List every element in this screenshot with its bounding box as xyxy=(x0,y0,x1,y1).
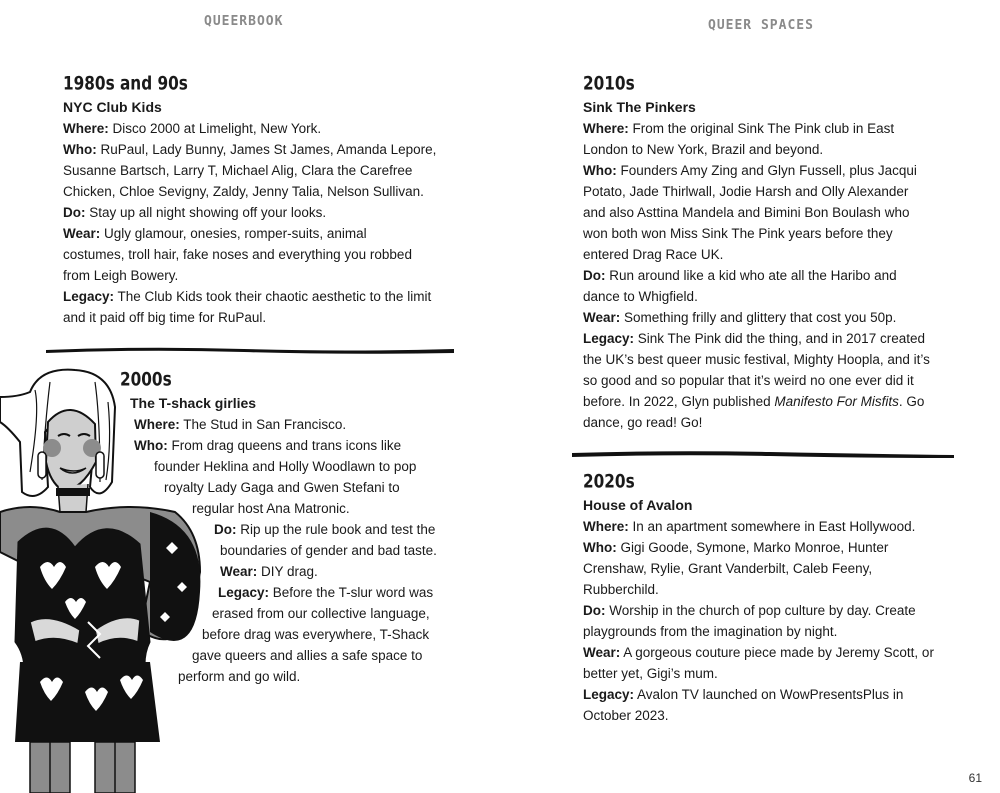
entry-text: . Go xyxy=(898,394,925,409)
entry-line xyxy=(583,621,963,642)
entry-lines xyxy=(120,414,450,687)
entry-line xyxy=(220,540,450,561)
entry-text: London to New York, Brazil and beyond. xyxy=(583,142,824,157)
entry-text: From drag queens and trans icons like xyxy=(167,438,402,453)
right-running-title: QUEER SPACES xyxy=(708,18,814,33)
entry-line xyxy=(583,391,963,412)
entry-label: Wear: xyxy=(220,564,258,579)
brush-stroke-divider xyxy=(44,342,456,358)
entry-line xyxy=(583,579,963,600)
entry-text: Susanne Bartsch, Larry T, Michael Alig, Clara the Carefree xyxy=(63,163,413,178)
entry-text: and also Asttina Mandela and Bimini Bon Boulash who xyxy=(583,205,910,220)
group-name: Sink The Pinkers xyxy=(583,99,696,115)
entry-text: Rip up the rule book and test the xyxy=(236,522,436,537)
entry-label: Do: xyxy=(583,268,606,283)
entry-lines xyxy=(63,118,463,328)
entry-label: Where: xyxy=(134,417,180,432)
entry-text: The Stud in San Francisco. xyxy=(179,417,347,432)
brush-stroke-divider xyxy=(570,446,956,462)
entry-line xyxy=(583,160,963,181)
book-title: Manifesto For Misfits xyxy=(774,394,899,409)
entry-line xyxy=(134,414,450,435)
entry-line xyxy=(164,477,450,498)
entry-line xyxy=(63,160,463,181)
entry-line xyxy=(583,663,963,684)
entry-label: Where: xyxy=(583,519,629,534)
entry-text: so good and so popular that it’s weird no one ever did it xyxy=(583,373,914,388)
entry-text: and it paid off big time for RuPaul. xyxy=(63,310,267,325)
group-name: The T-shack girlies xyxy=(130,395,257,411)
entry-text: entered Drag Race UK. xyxy=(583,247,724,262)
entry-label: Where: xyxy=(583,121,629,136)
entry-label: Wear: xyxy=(583,310,621,325)
entry-text: better yet, Gigi’s mum. xyxy=(583,666,718,681)
entry-text: Founders Amy Zing and Glyn Fussell, plus Jacqui xyxy=(616,163,917,178)
entry-line xyxy=(583,118,963,139)
entry-label: Who: xyxy=(583,540,617,555)
decade-heading: 2000s xyxy=(120,369,172,391)
decade-heading: 1980s and 90s xyxy=(63,73,188,95)
entry-line xyxy=(214,519,450,540)
entry-label: Who: xyxy=(63,142,97,157)
entry-label: Who: xyxy=(134,438,168,453)
entry-line xyxy=(202,624,450,645)
entry-label: Legacy: xyxy=(63,289,115,304)
left-running-title: QUEERBOOK xyxy=(204,14,284,29)
entry-line xyxy=(583,181,963,202)
group-name: House of Avalon xyxy=(583,497,693,513)
entry-line xyxy=(212,603,450,624)
entry-line xyxy=(220,561,450,582)
entry-text: Crenshaw, Rylie, Grant Vanderbilt, Caleb Feeny, xyxy=(583,561,873,576)
entry-line xyxy=(583,328,963,349)
entry-text: Something frilly and glittery that cost you 50p. xyxy=(620,310,897,325)
entry-line xyxy=(583,642,963,663)
entry-line xyxy=(583,537,963,558)
entry-text: won both won Miss Sink The Pink years before they xyxy=(583,226,893,241)
entry-line xyxy=(583,412,963,433)
page-number: 61 xyxy=(968,771,982,785)
entry-text: founder Heklina and Holly Woodlawn to pop xyxy=(154,459,417,474)
entry-label: Do: xyxy=(214,522,237,537)
entry-line xyxy=(583,286,963,307)
entry-text: October 2023. xyxy=(583,708,669,723)
entry-text: boundaries of gender and bad taste. xyxy=(220,543,437,558)
entry-text: Avalon TV launched on WowPresentsPlus in xyxy=(634,687,904,702)
entry-line xyxy=(63,307,463,328)
entry-line xyxy=(63,244,463,265)
entry-line xyxy=(583,349,963,370)
section-2020s xyxy=(583,470,963,726)
entry-text: playgrounds from the imagination by night. xyxy=(583,624,838,639)
entry-label: Where: xyxy=(63,121,109,136)
entry-line xyxy=(154,456,450,477)
group-name: NYC Club Kids xyxy=(63,99,162,115)
entry-line xyxy=(583,202,963,223)
entry-line xyxy=(218,582,450,603)
entry-line xyxy=(583,600,963,621)
entry-line xyxy=(192,498,450,519)
entry-line xyxy=(178,666,450,687)
entry-line xyxy=(63,139,463,160)
entry-text: Ugly glamour, onesies, romper-suits, animal xyxy=(100,226,367,241)
entry-text: Potato, Jade Thirlwall, Jodie Harsh and Olly Alexander xyxy=(583,184,909,199)
entry-line xyxy=(583,244,963,265)
entry-text: The Club Kids took their chaotic aesthetic to the limit xyxy=(114,289,432,304)
entry-label: Do: xyxy=(583,603,606,618)
entry-text: royalty Lady Gaga and Gwen Stefani to xyxy=(164,480,400,495)
entry-text: gave queers and allies a safe space to xyxy=(192,648,423,663)
entry-text: before drag was everywhere, T-Shack xyxy=(202,627,430,642)
entry-line xyxy=(583,265,963,286)
entry-line xyxy=(63,286,463,307)
entry-lines xyxy=(583,118,963,433)
entry-line xyxy=(583,516,963,537)
entry-text: Stay up all night showing off your looks. xyxy=(85,205,327,220)
entry-text: Run around like a kid who ate all the Haribo and xyxy=(605,268,897,283)
entry-text: DIY drag. xyxy=(257,564,318,579)
decade-heading: 2020s xyxy=(583,471,635,493)
entry-label: Who: xyxy=(583,163,617,178)
entry-label: Do: xyxy=(63,205,86,220)
entry-text: From the original Sink The Pink club in East xyxy=(628,121,895,136)
entry-label: Legacy: xyxy=(218,585,270,600)
entry-label: Legacy: xyxy=(583,331,635,346)
entry-text: RuPaul, Lady Bunny, James St James, Amanda Lepore, xyxy=(96,142,437,157)
entry-line xyxy=(63,265,463,286)
entry-text: A gorgeous couture piece made by Jeremy Scott, or xyxy=(620,645,934,660)
entry-line xyxy=(583,307,963,328)
entry-text: Rubberchild. xyxy=(583,582,659,597)
entry-text: dance to Whigfield. xyxy=(583,289,698,304)
entry-text: erased from our collective language, xyxy=(212,606,430,621)
entry-line xyxy=(63,202,463,223)
entry-text: the UK’s best queer music festival, Mighty Hoopla, and it’s xyxy=(583,352,930,367)
entry-label: Wear: xyxy=(63,226,101,241)
entry-line xyxy=(192,645,450,666)
entry-text: Before the T-slur word was xyxy=(269,585,434,600)
entry-text: Sink The Pink did the thing, and in 2017 created xyxy=(634,331,925,346)
entry-label: Wear: xyxy=(583,645,621,660)
entry-text: costumes, troll hair, fake noses and everything you robbed xyxy=(63,247,412,262)
entry-line xyxy=(583,223,963,244)
entry-line xyxy=(583,370,963,391)
entry-text: In an apartment somewhere in East Hollywood. xyxy=(628,519,916,534)
entry-text: Chicken, Chloe Sevigny, Zaldy, Jenny Talia, Nelson Sullivan. xyxy=(63,184,424,199)
entry-label: Legacy: xyxy=(583,687,635,702)
entry-line xyxy=(583,139,963,160)
section-2000s xyxy=(120,368,450,687)
entry-text: perform and go wild. xyxy=(178,669,301,684)
entry-line xyxy=(63,118,463,139)
entry-line xyxy=(583,558,963,579)
entry-text: from Leigh Bowery. xyxy=(63,268,179,283)
entry-line xyxy=(134,435,450,456)
entry-line xyxy=(583,684,963,705)
entry-line xyxy=(583,705,963,726)
decade-heading: 2010s xyxy=(583,73,635,95)
entry-lines xyxy=(583,516,963,726)
entry-line xyxy=(63,181,463,202)
entry-text: Gigi Goode, Symone, Marko Monroe, Hunter xyxy=(616,540,889,555)
entry-line xyxy=(63,223,463,244)
section-1980s-90s xyxy=(63,72,463,328)
section-2010s xyxy=(583,72,963,433)
entry-text: Worship in the church of pop culture by day. Create xyxy=(605,603,916,618)
entry-text: regular host Ana Matronic. xyxy=(192,501,350,516)
entry-text: Disco 2000 at Limelight, New York. xyxy=(108,121,322,136)
entry-text: before. In 2022, Glyn published xyxy=(583,394,775,409)
entry-text: dance, go read! Go! xyxy=(583,415,703,430)
